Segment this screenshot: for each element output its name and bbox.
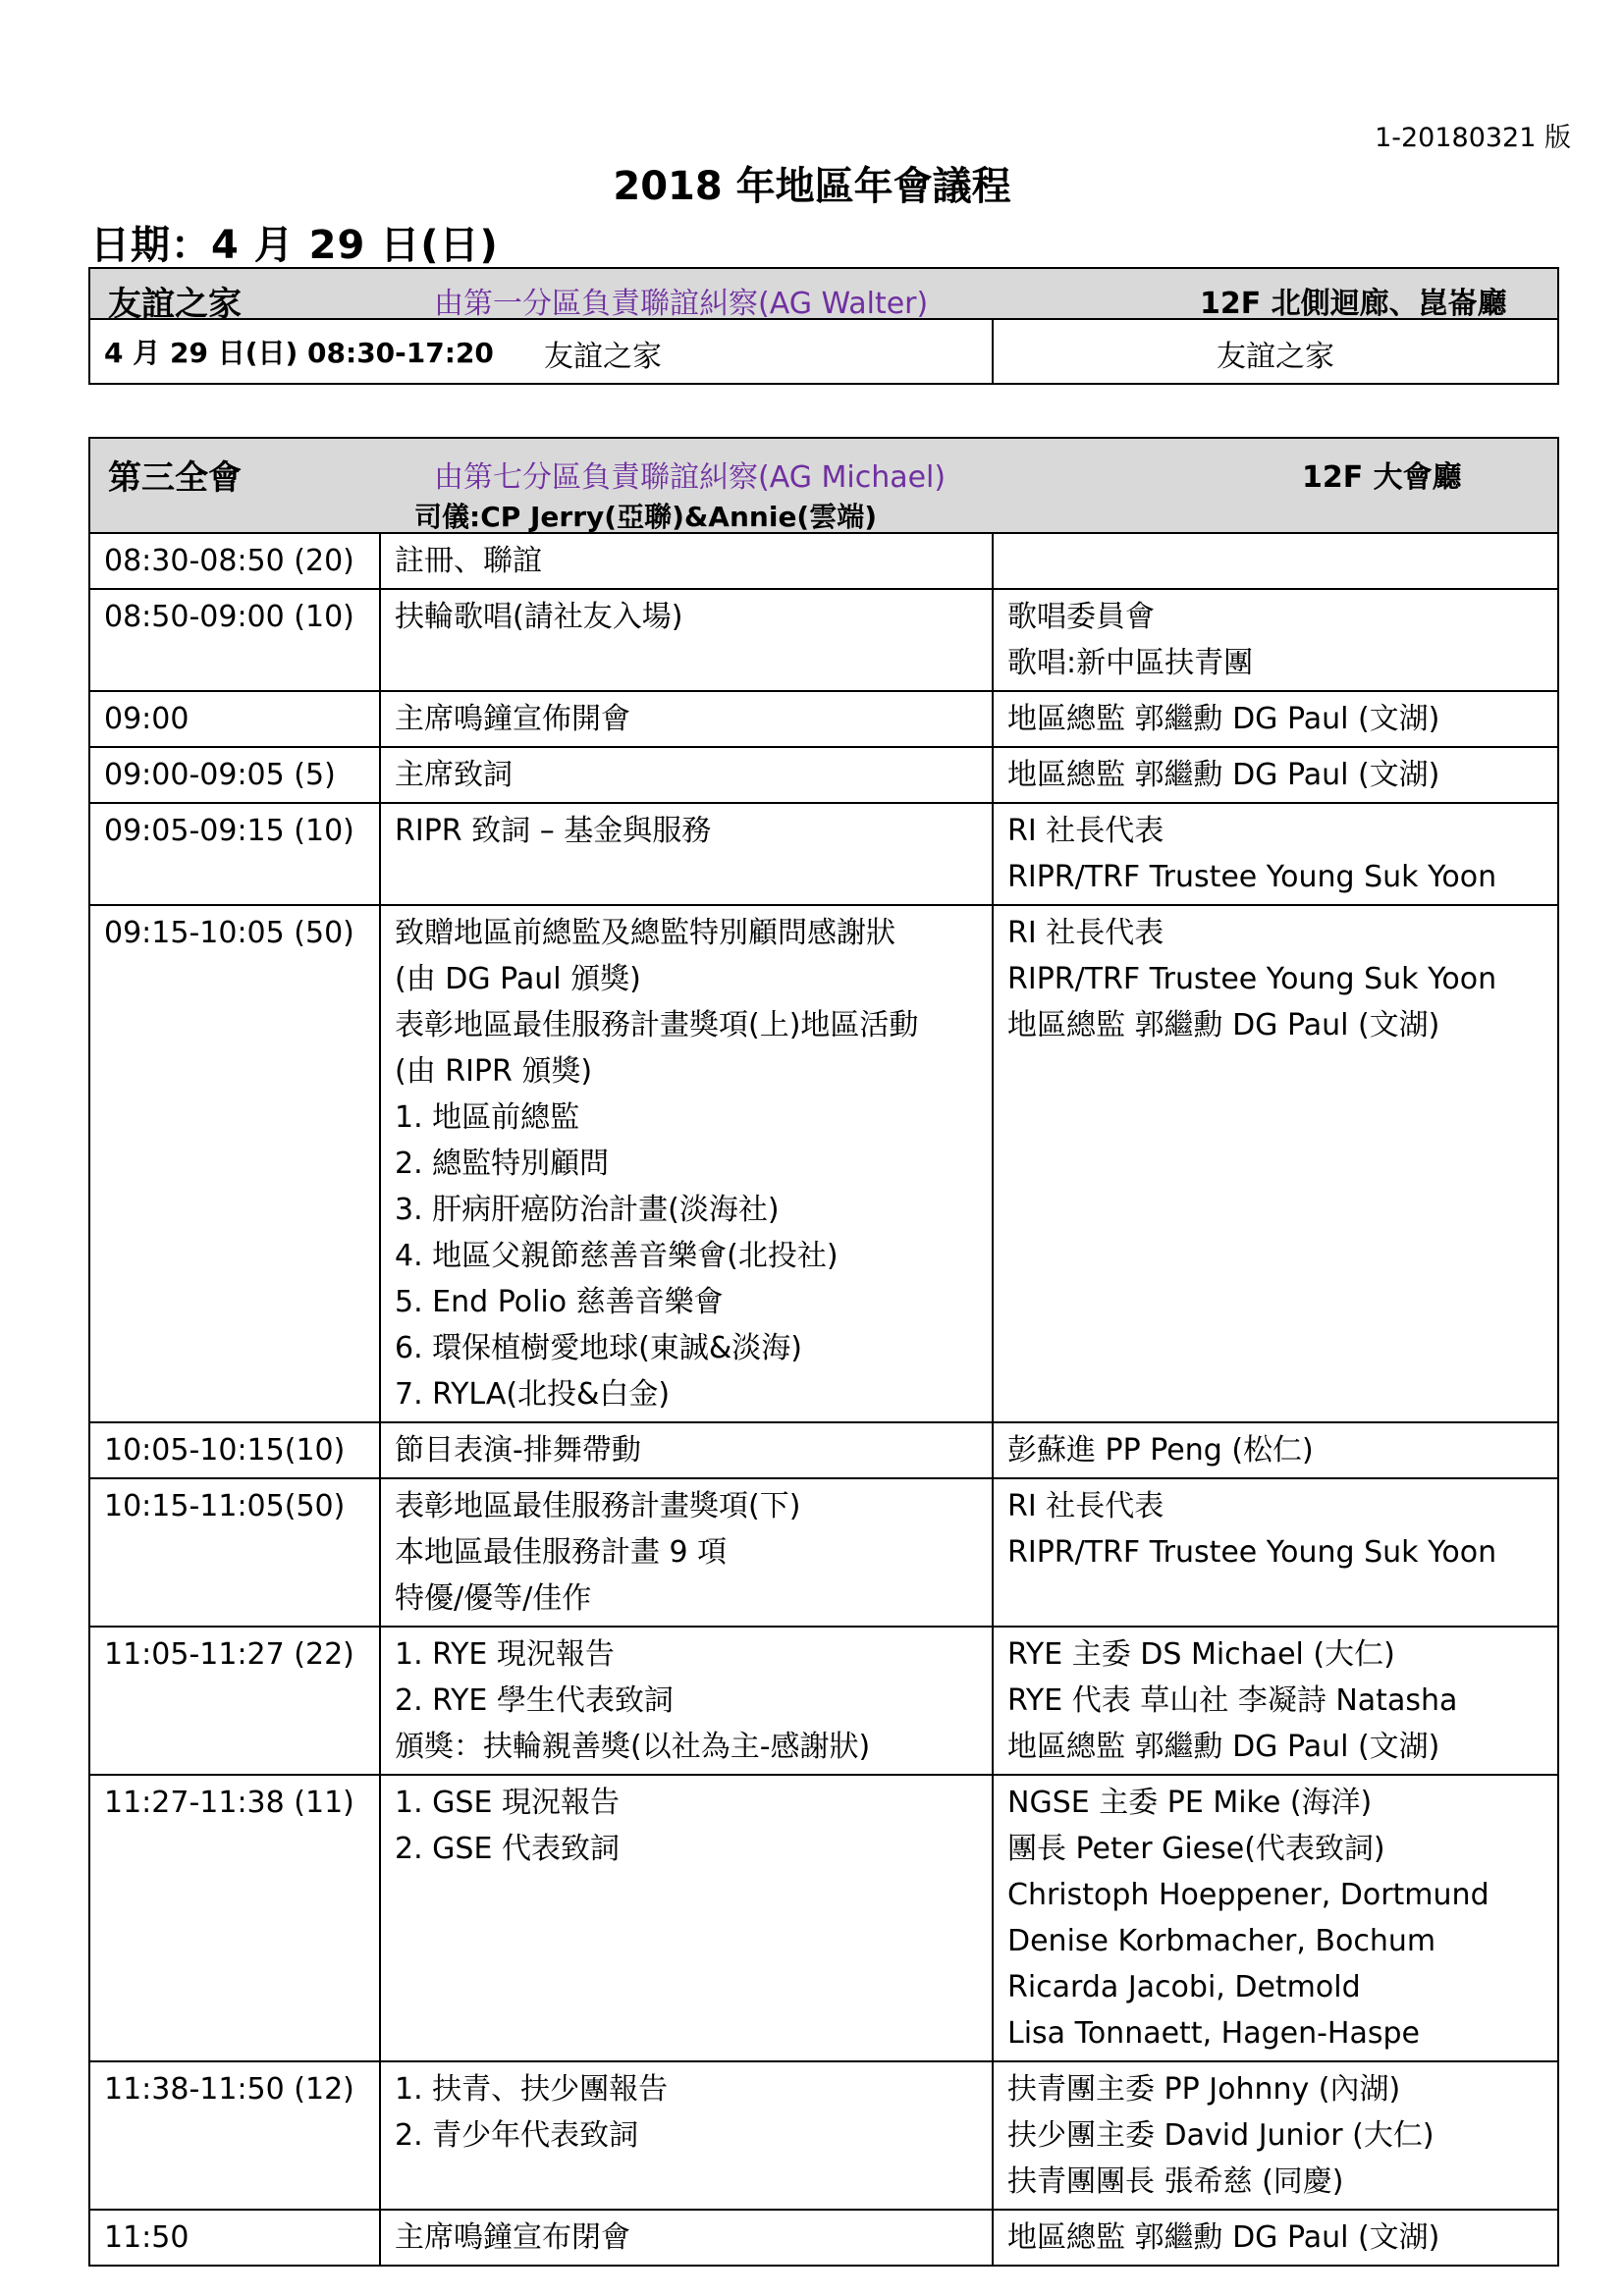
agenda-person-line: 地區總監 郭繼勳 DG Paul (文湖) (1007, 758, 1440, 792)
agenda-program-line: 2. 青少年代表致詞 (395, 2118, 639, 2153)
agenda-person-line: RIPR/TRF Trustee Young Suk Yoon (1007, 1535, 1497, 1570)
agenda-person (993, 747, 1558, 803)
agenda-program-line: 扶輪歌唱(請社友入場) (395, 600, 683, 634)
agenda-person-line: 地區總監 郭繼勳 DG Paul (文湖) (1007, 702, 1440, 736)
agenda-program (380, 1478, 993, 1627)
agenda-row (89, 533, 1558, 589)
agenda-person-line: RI 社長代表 (1007, 1489, 1164, 1523)
agenda-person-line: 歌唱:新中區扶青團 (1007, 646, 1254, 680)
event-date: 日期：4 月 29 日(日) (90, 223, 499, 268)
agenda-program (380, 691, 993, 747)
fellowship-event: 友誼之家 (544, 340, 662, 374)
agenda-person-line: 歌唱委員會 (1007, 600, 1155, 634)
agenda-program-line: (由 DG Paul 頒獎) (395, 962, 641, 996)
agenda-program-line: 主席鳴鐘宣布閉會 (395, 2220, 630, 2255)
agenda-time: 11:27-11:38 (11) (89, 1775, 380, 2061)
agenda-row (89, 2061, 1558, 2210)
agenda-person-line: RI 社長代表 (1007, 814, 1164, 848)
agenda-row (89, 589, 1558, 691)
agenda-program-line: 1. RYE 現況報告 (395, 1637, 615, 1672)
agenda-row (89, 1478, 1558, 1627)
agenda-time: 08:30-08:50 (20) (89, 533, 380, 589)
agenda-program (380, 905, 993, 1422)
fellowship-header-row (89, 268, 1558, 319)
agenda-person-line: RYE 主委 DS Michael (大仁) (1007, 1637, 1395, 1672)
agenda-person-line: 地區總監 郭繼勳 DG Paul (文湖) (1007, 1008, 1440, 1042)
agenda-time: 11:05-11:27 (22) (89, 1627, 380, 1775)
agenda-program (380, 533, 993, 589)
agenda-person-line: RIPR/TRF Trustee Young Suk Yoon (1007, 860, 1497, 894)
agenda-program (380, 2061, 993, 2210)
agenda-time: 08:50-09:00 (10) (89, 589, 380, 691)
agenda-row (89, 1627, 1558, 1775)
agenda-person-line: Denise Korbmacher, Bochum (1007, 1924, 1436, 1958)
agenda-row (89, 1775, 1558, 2061)
agenda-row (89, 905, 1558, 1422)
agenda-program-line: 本地區最佳服務計畫 9 項 (395, 1535, 728, 1570)
agenda-time: 10:05-10:15(10) (89, 1422, 380, 1478)
fellowship-place: 友誼之家 (1217, 340, 1334, 374)
agenda-person-line: 彭蘇進 PP Peng (松仁) (1007, 1433, 1314, 1468)
fellowship-location: 12F 北側迴廊、崑崙廳 (1200, 287, 1507, 321)
agenda-program (380, 1775, 993, 2061)
agenda-program-line: 致贈地區前總監及總監特別顧問感謝狀 (395, 916, 895, 950)
plenary-name: 第三全會 (108, 458, 242, 498)
agenda-time: 11:50 (89, 2210, 380, 2266)
agenda-person-line: 地區總監 郭繼勳 DG Paul (文湖) (1007, 2220, 1440, 2255)
agenda-person-line: RIPR/TRF Trustee Young Suk Yoon (1007, 962, 1497, 996)
agenda-person (993, 1478, 1558, 1627)
agenda-program-line: 2. 總監特別顧問 (395, 1147, 610, 1181)
plenary-mc: 司儀:CP Jerry(亞聯)&Annie(雲端) (414, 501, 878, 533)
fellowship-organizer: 由第一分區負責聯誼糾察(AG Walter) (434, 287, 929, 321)
agenda-program-line: 7. RYLA(北投&白金) (395, 1377, 671, 1412)
agenda-person-line: 扶青團主委 PP Johnny (內湖) (1007, 2072, 1401, 2107)
agenda-person (993, 1627, 1558, 1775)
fellowship-time: 4 月 29 日(日) 08:30-17:20 (104, 337, 494, 369)
agenda-program-line: 3. 肝病肝癌防治計畫(淡海社) (395, 1193, 780, 1227)
agenda-person-line: Ricarda Jacobi, Detmold (1007, 1970, 1361, 2004)
fellowship-table (88, 267, 1559, 385)
agenda-program (380, 747, 993, 803)
agenda-program-line: 1. 扶青、扶少團報告 (395, 2072, 669, 2107)
fellowship-detail-row (89, 319, 1558, 384)
agenda-program-line: RIPR 致詞 – 基金與服務 (395, 814, 712, 848)
version-label: 1-20180321 版 (1375, 123, 1571, 153)
agenda-program-line: 主席致詞 (395, 758, 513, 792)
agenda-person (993, 533, 1558, 589)
agenda-time: 09:05-09:15 (10) (89, 803, 380, 905)
agenda-program-line: 頒獎：扶輪親善獎(以社為主-感謝狀) (395, 1730, 871, 1764)
agenda-person-line: 團長 Peter Giese(代表致詞) (1007, 1832, 1385, 1866)
plenary-header-row (89, 438, 1558, 533)
agenda-row (89, 747, 1558, 803)
agenda-program (380, 589, 993, 691)
agenda-person (993, 803, 1558, 905)
agenda-program-line: 1. 地區前總監 (395, 1100, 580, 1135)
page-title: 2018 年地區年會議程 (613, 164, 1011, 209)
agenda-row (89, 803, 1558, 905)
agenda-person (993, 2061, 1558, 2210)
plenary-organizer: 由第七分區負責聯誼糾察(AG Michael) (434, 460, 947, 495)
agenda-program (380, 1627, 993, 1775)
agenda-person-line: NGSE 主委 PE Mike (海洋) (1007, 1786, 1373, 1820)
agenda-time: 09:15-10:05 (50) (89, 905, 380, 1422)
agenda-program-line: 主席鳴鐘宣佈開會 (395, 702, 630, 736)
agenda-person-line: RYE 代表 草山社 李凝詩 Natasha (1007, 1683, 1458, 1718)
agenda-body (89, 533, 1558, 2266)
agenda-program (380, 2210, 993, 2266)
agenda-program (380, 803, 993, 905)
agenda-program-line: 2. RYE 學生代表致詞 (395, 1683, 674, 1718)
fellowship-name: 友誼之家 (108, 285, 242, 324)
agenda-time: 09:00-09:05 (5) (89, 747, 380, 803)
agenda-row (89, 691, 1558, 747)
agenda-person (993, 589, 1558, 691)
agenda-program-line: 5. End Polio 慈善音樂會 (395, 1285, 724, 1319)
agenda-person (993, 1775, 1558, 2061)
agenda-time: 11:38-11:50 (12) (89, 2061, 380, 2210)
agenda-program-line: (由 RIPR 頒獎) (395, 1054, 593, 1089)
agenda-person-line: Christoph Hoeppener, Dortmund (1007, 1878, 1489, 1912)
agenda-program-line: 表彰地區最佳服務計畫獎項(上)地區活動 (395, 1008, 919, 1042)
agenda-person (993, 2210, 1558, 2266)
agenda-program-line: 6. 環保植樹愛地球(東誠&淡海) (395, 1331, 802, 1365)
agenda-person (993, 1422, 1558, 1478)
agenda-program-line: 2. GSE 代表致詞 (395, 1832, 620, 1866)
agenda-time: 10:15-11:05(50) (89, 1478, 380, 1627)
agenda-time: 09:00 (89, 691, 380, 747)
agenda-program-line: 4. 地區父親節慈善音樂會(北投社) (395, 1239, 839, 1273)
agenda-row (89, 2210, 1558, 2266)
plenary-location: 12F 大會廳 (1302, 460, 1462, 495)
agenda-person-line: 地區總監 郭繼勳 DG Paul (文湖) (1007, 1730, 1440, 1764)
agenda-person-line: RI 社長代表 (1007, 916, 1164, 950)
agenda-program-line: 節目表演-排舞帶動 (395, 1433, 641, 1468)
agenda-program-line: 1. GSE 現況報告 (395, 1786, 620, 1820)
agenda-row (89, 1422, 1558, 1478)
plenary-table (88, 437, 1559, 2267)
agenda-program-line: 特優/優等/佳作 (395, 1581, 592, 1616)
agenda-program (380, 1422, 993, 1478)
agenda-program-line: 註冊、聯誼 (395, 544, 542, 578)
agenda-program-line: 表彰地區最佳服務計畫獎項(下) (395, 1489, 801, 1523)
agenda-person (993, 905, 1558, 1422)
agenda-person-line: 扶青團團長 張希慈 (同慶) (1007, 2164, 1344, 2199)
agenda-person-line: 扶少團主委 David Junior (大仁) (1007, 2118, 1435, 2153)
agenda-person (993, 691, 1558, 747)
agenda-person-line: Lisa Tonnaett, Hagen-Haspe (1007, 2016, 1420, 2051)
